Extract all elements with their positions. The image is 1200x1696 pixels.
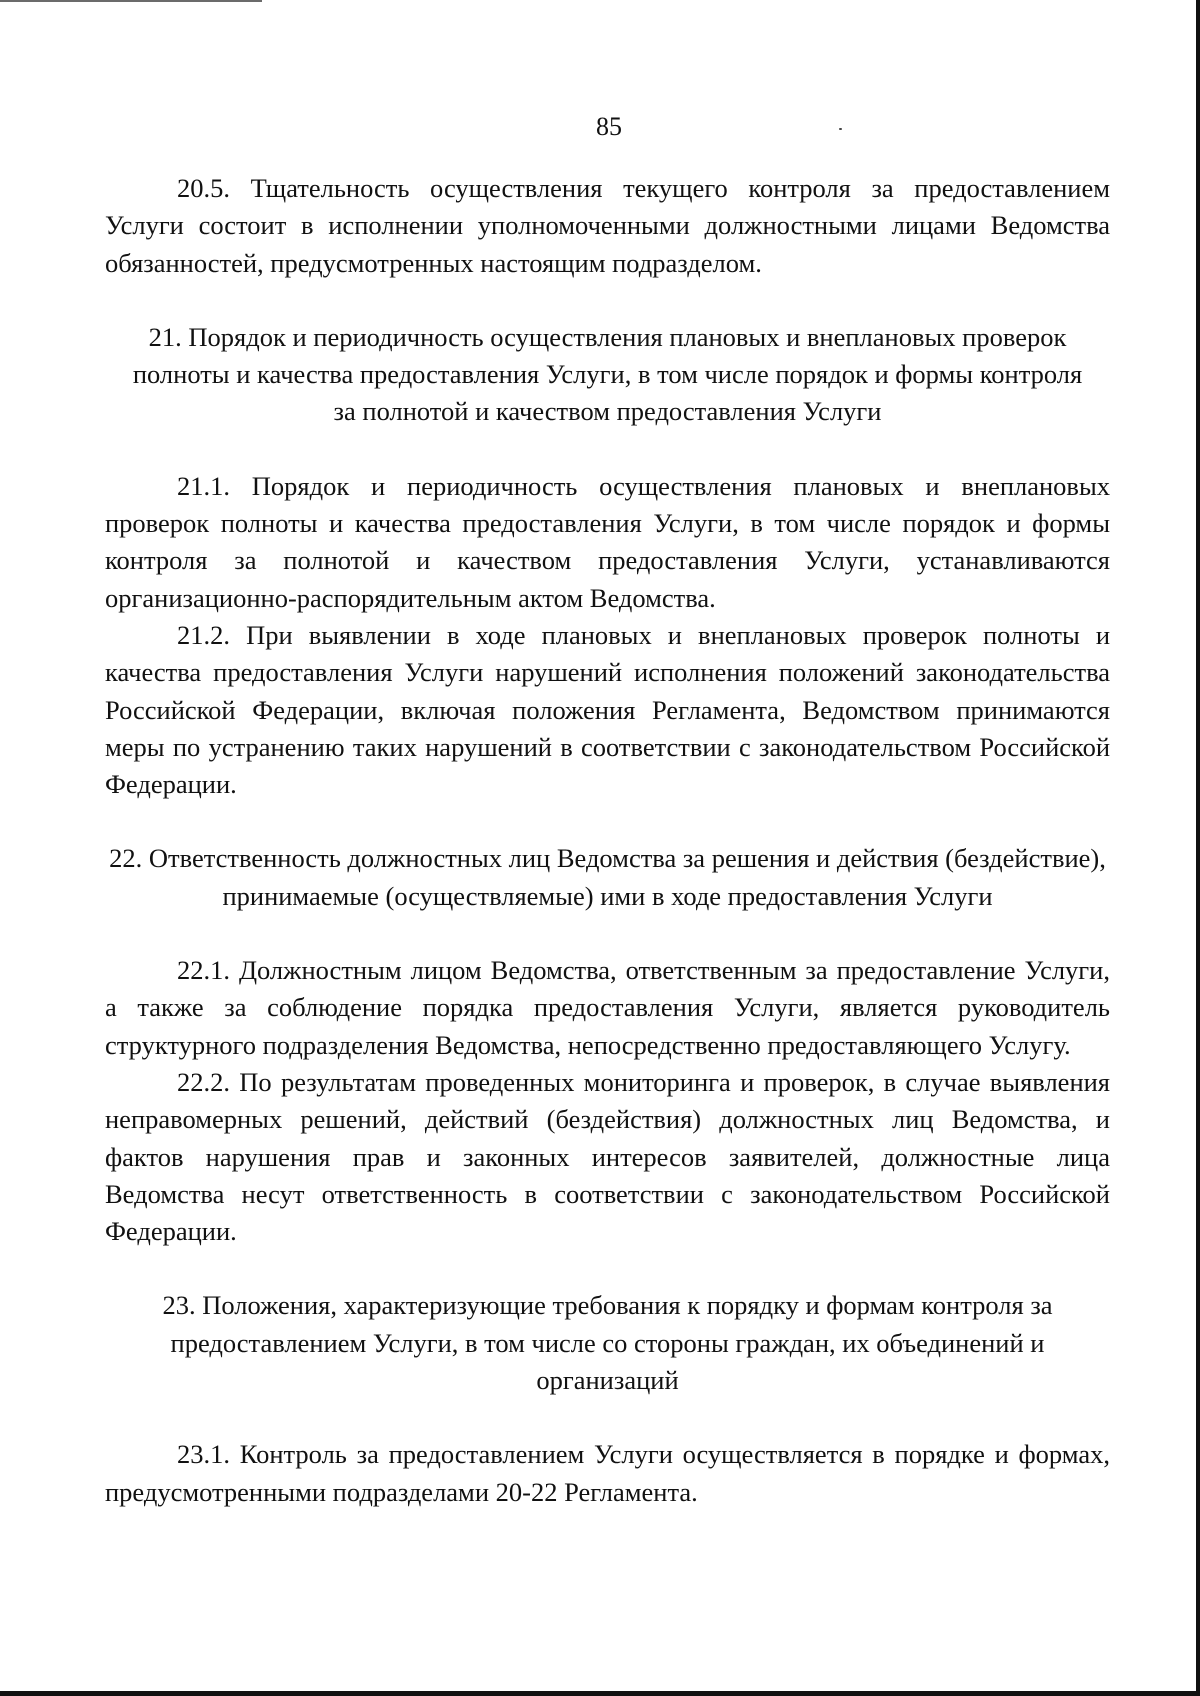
scan-edge-top xyxy=(0,0,262,2)
spacer xyxy=(105,282,1110,319)
spacer xyxy=(105,431,1110,468)
paragraph-22-1: 22.1. Должностным лицом Ведомства, ответственным за предоставление Услуги, а также за соблюдение порядка предоставления Услуги, является руководитель структурного подразделения Ведомства, непосредственно предоставляющего Услугу. xyxy=(105,955,1110,1060)
scan-edge-bottom xyxy=(0,1691,1200,1696)
page-number: 85 xyxy=(596,112,622,141)
scan-edge-right xyxy=(1196,0,1200,1696)
paragraph-22-2: 22.2. По результатам проведенных мониторинга и проверок, в случае выявления неправомерных решений, действий (бездействия) должностных лиц Ведомства, и фактов нарушения прав и законных интересов заявителей, должностные лица Ведомства несут ответственность в соответствии с законодательством Российской Федерации. xyxy=(105,1066,1110,1247)
paragraph-20-5: 20.5. Тщательность осуществления текущего контроля за предоставлением Услуги состоит в исполнении уполномоченными должностными лицами Ведомства обязанностей, предусмотренных настоящим подразделом. xyxy=(105,173,1110,278)
section-heading-21: 21. Порядок и периодичность осуществления плановых и внеплановых проверок полноты и качества предоставления Услуги, в том числе порядок и формы контроля за полнотой и качеством предоставления Услуги xyxy=(132,321,1083,427)
paragraph-23-1: 23.1. Контроль за предоставлением Услуги осуществляется в порядке и формах, предусмотренными подразделами 20-22 Регламента. xyxy=(105,1439,1110,1507)
document-body xyxy=(105,170,1110,1511)
section-heading-23: 23. Положения, характеризующие требования к порядку и формам контроля за предоставлением Услуги, в том числе со стороны граждан, их объединений и организаций xyxy=(162,1290,1053,1396)
spacer xyxy=(105,1399,1110,1436)
spacer xyxy=(105,803,1110,840)
section-heading-22: 22. Ответственность должностных лиц Ведомства за решения и действия (бездействие), принимаемые (осуществляемые) ими в ходе предоставления Услуги xyxy=(109,843,1106,911)
spacer xyxy=(105,1250,1110,1287)
paragraph-21-2: 21.2. При выявлении в ходе плановых и внеплановых проверок полноты и качества предоставления Услуги нарушений исполнения положений законодательства Российской Федерации, включая положения Регламента, Ведомством принимаются меры по устранению таких нарушений в соответствии с законодательством Российской Федерации. xyxy=(105,619,1110,800)
paragraph-21-1: 21.1. Порядок и периодичность осуществления плановых и внеплановых проверок полноты и качества предоставления Услуги, в том числе порядок и формы контроля за полнотой и качеством предоставления Услуги, устанавливаются организационно-распорядительным актом Ведомства. xyxy=(105,470,1110,613)
spacer xyxy=(105,915,1110,952)
